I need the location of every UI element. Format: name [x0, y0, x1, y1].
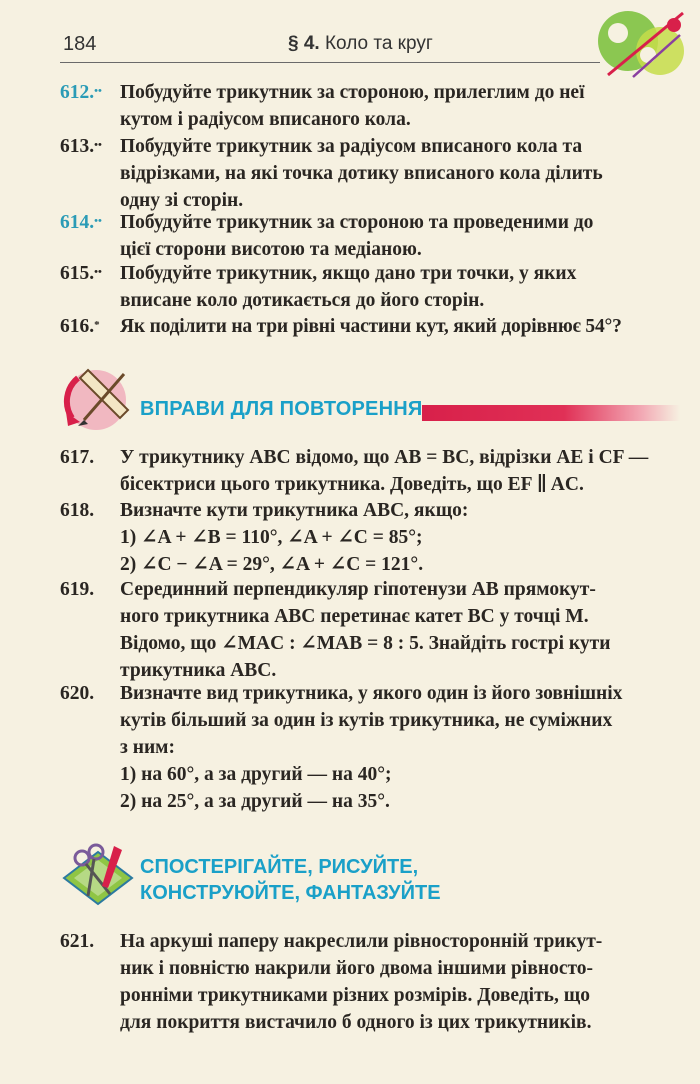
review-section-title: ВПРАВИ ДЛЯ ПОВТОРЕННЯ	[140, 398, 423, 420]
problem-text-line: 1) на 60°, а за другий — на 40°;	[120, 764, 392, 785]
problem-number: 617.	[60, 447, 95, 468]
problem-text-line: кутів більший за один із кутів трикутника, не суміжних	[120, 710, 613, 731]
page-header	[0, 0, 700, 70]
problem-number: 621.	[60, 931, 95, 952]
problem-text-line: 2) ∠C − ∠A = 29°, ∠A + ∠C = 121°.	[120, 554, 424, 575]
problem-615	[60, 260, 680, 314]
problem-text-line: з ним:	[120, 737, 175, 758]
geometry-logo-icon	[588, 5, 688, 83]
problem-text-line: ронніми трикутниками різних розмірів. Доведіть, що	[120, 985, 590, 1006]
problem-number: 618.	[60, 500, 95, 521]
problem-text-line: для покриття вистачило б одного із цих трикутників.	[120, 1012, 592, 1033]
section-mark: § 4.	[288, 33, 320, 54]
problem-612	[60, 79, 680, 133]
problem-text-line: бісектриси цього трикутника. Доведіть, що EF ∥ AC.	[120, 474, 584, 495]
creative-section-title-line2: КОНСТРУЮЙТЕ, ФАНТАЗУЙТЕ	[140, 882, 441, 904]
problem-text-line: Побудуйте трикутник за радіусом вписаного кола та	[120, 136, 583, 157]
problem-618	[60, 497, 680, 578]
problem-617	[60, 444, 680, 498]
review-section-bar	[422, 405, 680, 421]
problem-text-line: Серединний перпендикуляр гіпотенузи AB прямокут-	[120, 579, 596, 600]
problem-text-line: На аркуші паперу накреслили рівносторонній трикут-	[120, 931, 603, 952]
problem-text-line: Побудуйте трикутник за стороною та проведеними до	[120, 212, 594, 233]
problem-number: 615.••	[60, 263, 102, 284]
problem-text-line: Відомо, що ∠MAC : ∠MAB = 8 : 5. Знайдіть гострі кути	[120, 633, 611, 654]
pencil-ruler-icon	[58, 360, 140, 438]
scissors-tools-icon	[58, 838, 138, 916]
problem-text-line: 2) на 25°, а за другий — на 35°.	[120, 791, 390, 812]
page-number: 184	[63, 33, 97, 55]
problem-text-line: ного трикутника ABC перетинає катет BC у точці M.	[120, 606, 589, 627]
problem-text-line: Визначте кути трикутника ABC, якщо:	[120, 500, 469, 521]
problem-text-line: Визначте вид трикутника, у якого один із його зовнішніх	[120, 683, 623, 704]
problem-621	[60, 928, 680, 1036]
problem-620	[60, 680, 680, 815]
problem-text-line: відрізками, на які точка дотику вписаного кола ділить	[120, 163, 603, 184]
problem-text-line: цієї сторони висотою та медіаною.	[120, 239, 422, 260]
problem-614	[60, 209, 680, 263]
problem-number: 619.	[60, 579, 95, 600]
problem-number: 612.••	[60, 82, 102, 103]
problem-number: 616.*	[60, 316, 100, 337]
problem-text-line: вписане коло дотикається до його сторін.	[120, 290, 485, 311]
problem-text-line: У трикутнику ABC відомо, що AB = BC, відрізки AE і CF —	[120, 447, 649, 468]
problem-text-line: Побудуйте трикутник за стороною, прилеглим до неї	[120, 82, 585, 103]
problem-number: 613.••	[60, 136, 102, 157]
problem-number: 620.	[60, 683, 95, 704]
problem-text-line: трикутника ABC.	[120, 660, 277, 681]
section-name: Коло та круг	[324, 33, 433, 54]
problem-613	[60, 133, 680, 214]
header-rule	[60, 62, 600, 63]
problem-text-line: Як поділити на три рівні частини кут, який дорівнює 54°?	[120, 316, 622, 337]
problem-text-line: кутом і радіусом вписаного кола.	[120, 109, 411, 130]
problem-number: 614.••	[60, 212, 102, 233]
problem-text-line: ник і повністю накрили його двома іншими рівносто-	[120, 958, 594, 979]
problem-619	[60, 576, 680, 684]
creative-section-title-line1: СПОСТЕРІГАЙТЕ, РИСУЙТЕ,	[140, 856, 419, 878]
problem-616	[60, 313, 680, 340]
section-title	[288, 33, 433, 55]
problem-text-line: одну зі сторін.	[120, 190, 244, 211]
problem-text-line: Побудуйте трикутник, якщо дано три точки, у яких	[120, 263, 577, 284]
problem-text-line: 1) ∠A + ∠B = 110°, ∠A + ∠C = 85°;	[120, 527, 423, 548]
